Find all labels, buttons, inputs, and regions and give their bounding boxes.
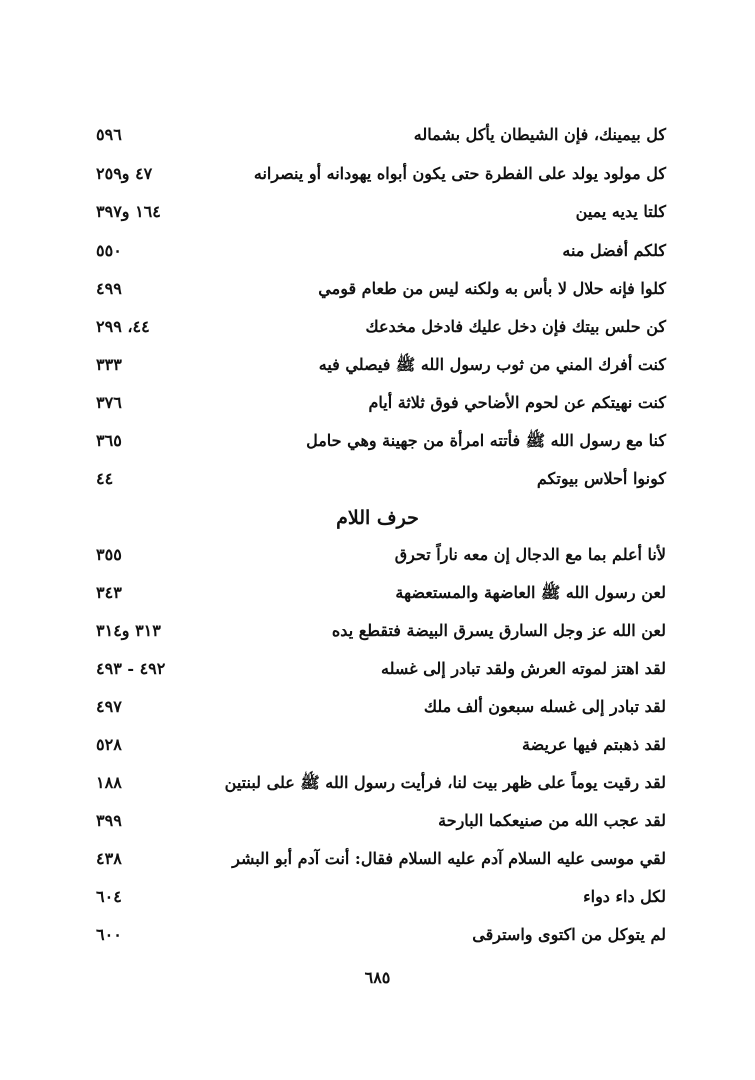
entry-text: لأنا أعلم بما مع الدجال إن معه ناراً تحرق <box>394 545 666 564</box>
entry-text: لم يتوكل من اكتوى واسترقى <box>472 925 666 944</box>
index-entry <box>96 197 666 227</box>
page-number: ٦٨٥ <box>364 968 391 987</box>
entry-page-ref: ٣٣٣ <box>96 355 122 374</box>
index-entry <box>96 730 666 760</box>
entry-page-ref: ٤٧ و٢٥٩ <box>96 164 153 183</box>
entry-page-ref: ٥٩٦ <box>96 125 122 144</box>
entry-page-ref: ٣١٣ و٣١٤ <box>96 621 161 640</box>
index-entry <box>96 768 666 798</box>
entry-page-ref: ٤٩٢ - ٤٩٣ <box>96 659 166 678</box>
entry-text: كنا مع رسول الله ﷺ فأتته امرأة من جهينة وهي حامل <box>306 431 666 450</box>
entry-page-ref: ٤٣٨ <box>96 849 122 868</box>
index-entry <box>96 540 666 570</box>
entry-text: لقد اهتز لموته العرش ولقد تبادر إلى غسله <box>381 659 666 678</box>
entry-text: كل مولود يولد على الفطرة حتى يكون أبواه يهودانه أو ينصرانه <box>253 164 666 183</box>
entry-page-ref: ١٦٤ و٣٩٧ <box>96 202 161 221</box>
entry-page-ref: ٣٤٣ <box>96 583 122 602</box>
entry-text: كنت أفرك المني من ثوب رسول الله ﷺ فيصلي فيه <box>318 355 666 374</box>
entry-text: لقد تبادر إلى غسله سبعون ألف ملك <box>423 697 666 716</box>
index-entry <box>96 882 666 912</box>
entry-page-ref: ٣٩٩ <box>96 811 122 830</box>
index-entry <box>96 350 666 380</box>
index-entry <box>96 692 666 722</box>
entry-page-ref: ٤٩٧ <box>96 697 122 716</box>
entry-text: كلوا فإنه حلال لا بأس به ولكنه ليس من طعام قومي <box>318 279 666 298</box>
entry-text: كن حلس بيتك فإن دخل عليك فادخل مخدعك <box>365 317 666 336</box>
entry-page-ref: ٦٠٤ <box>96 887 122 906</box>
index-entry <box>96 464 666 494</box>
entry-text: لقد عجب الله من صنيعكما البارحة <box>438 811 666 830</box>
entry-text: لقد رقيت يوماً على ظهر بيت لنا، فرأيت رسول الله ﷺ على لبنتين <box>224 773 666 792</box>
index-entry <box>96 806 666 836</box>
entry-text: كل بيمينك، فإن الشيطان يأكل بشماله <box>413 125 666 144</box>
entry-page-ref: ٥٥٠ <box>96 241 122 260</box>
index-entry <box>96 578 666 608</box>
index-entry <box>96 920 666 950</box>
entry-page-ref: ٣٦٥ <box>96 431 122 450</box>
entry-text: كونوا أحلاس بيوتكم <box>536 469 666 488</box>
section-heading: حرف اللام <box>336 507 419 529</box>
entry-text: لعن رسول الله ﷺ العاضهة والمستعضهة <box>395 583 666 602</box>
index-entry <box>96 616 666 646</box>
index-entry <box>96 274 666 304</box>
index-entry <box>96 236 666 266</box>
entry-text: كلكم أفضل منه <box>562 241 666 260</box>
index-entry <box>96 426 666 456</box>
entry-page-ref: ٥٢٨ <box>96 735 122 754</box>
entry-text: لقد ذهبتم فيها عريضة <box>522 735 666 754</box>
entry-page-ref: ٤٤ <box>96 469 114 488</box>
index-entry <box>96 388 666 418</box>
entry-text: لقي موسى عليه السلام آدم عليه السلام فقال: أنت آدم أبو البشر <box>232 849 666 868</box>
entry-text: لكل داء دواء <box>583 887 666 906</box>
index-entry <box>96 159 666 189</box>
index-entry <box>96 120 666 150</box>
index-entry <box>96 844 666 874</box>
index-entry <box>96 312 666 342</box>
entry-page-ref: ٤٩٩ <box>96 279 122 298</box>
entry-page-ref: ١٨٨ <box>96 773 122 792</box>
entry-page-ref: ٦٠٠ <box>96 925 122 944</box>
index-entry <box>96 654 666 684</box>
entry-text: كنت نهيتكم عن لحوم الأضاحي فوق ثلاثة أيام <box>368 393 666 412</box>
entry-page-ref: ٤٤، ٢٩٩ <box>96 317 150 336</box>
entry-page-ref: ٣٥٥ <box>96 545 122 564</box>
entry-text: كلتا يديه يمين <box>575 202 666 221</box>
entry-page-ref: ٣٧٦ <box>96 393 122 412</box>
entry-text: لعن الله عز وجل السارق يسرق البيضة فتقطع يده <box>331 621 666 640</box>
